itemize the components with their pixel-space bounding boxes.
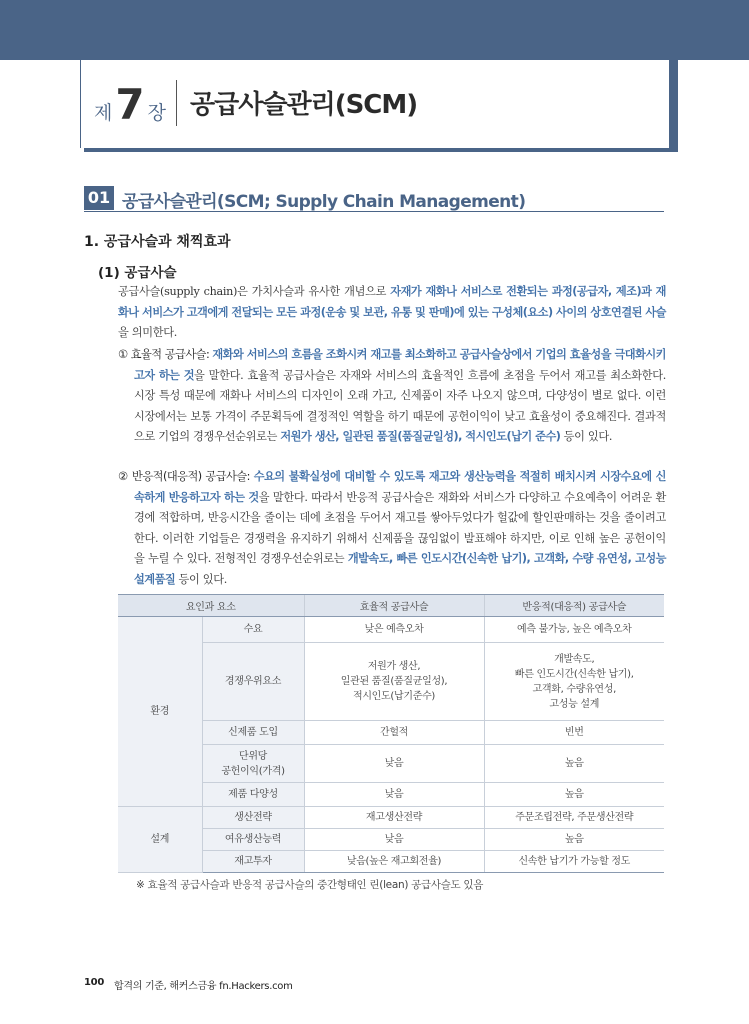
item1-text-2: 등이 있다. <box>560 430 613 443</box>
table-factor: 단위당 공헌이익(가격) <box>202 745 304 783</box>
table-factor: 재고투자 <box>202 851 304 873</box>
section-heading <box>84 186 664 212</box>
heading-1: 1. 공급사슬과 채찍효과 <box>84 234 231 250</box>
table-header-row <box>118 595 664 617</box>
table-cell: 높음 <box>484 829 664 851</box>
item1-head: ① 효율적 공급사슬: <box>118 348 213 361</box>
chapter-title: 공급사슬관리(SCM) <box>190 90 418 120</box>
table-cell: 낮은 예측오차 <box>304 617 484 643</box>
table-factor: 신제품 도입 <box>202 721 304 745</box>
header-band <box>0 0 749 60</box>
section-number: 01 <box>84 186 114 210</box>
group-environment: 환경 <box>118 617 202 807</box>
table-cell: 낮음 <box>304 783 484 807</box>
table-row <box>118 807 664 829</box>
section-title: 공급사슬관리(SCM; Supply Chain Management) <box>122 192 526 212</box>
table-cell: 개발속도, 빠른 인도시간(신속한 납기), 고객화, 수량유연성, 고성능 설계 <box>484 643 664 721</box>
item1-highlight-2: 저원가 생산, 일관된 품질(품질균일성), 적시인도(납기 준수) <box>280 430 561 443</box>
intro-text-2: 을 의미한다. <box>118 326 178 339</box>
table-header: 반응적(대응적) 공급사슬 <box>484 595 664 617</box>
chapter-divider <box>176 80 177 126</box>
table-header: 효율적 공급사슬 <box>304 595 484 617</box>
item2-highlight-2: 개발속도, 빠른 인도시간(신속한 납기), 고객화, 수량 유연성, 고성능 설계품질 <box>134 552 666 586</box>
chapter-suffix: 장 <box>147 102 166 124</box>
comparison-table <box>118 594 664 873</box>
table-cell: 신속한 납기가 가능할 정도 <box>484 851 664 873</box>
page-footer <box>84 977 293 992</box>
table-factor: 생산전략 <box>202 807 304 829</box>
table-cell: 예측 불가능, 높은 예측오차 <box>484 617 664 643</box>
item-efficient-supply-chain <box>118 345 666 448</box>
table-cell: 높음 <box>484 783 664 807</box>
intro-highlight: 자재가 재화나 서비스로 전환되는 과정(공급자, 제조)과 재화나 서비스가 고객에게 전달되는 모든 과정(운송 및 보관, 유통 및 판매)에 있는 구성체(요소) 사이의 상호연결된 사슬 <box>118 285 666 319</box>
table-cell: 높음 <box>484 745 664 783</box>
table-factor: 수요 <box>202 617 304 643</box>
item1-text-1: 을 말한다. 효율적 공급사슬은 자재와 서비스의 효율적인 흐름에 초점을 두어서 재고를 최소화한다. 시장 특성 때문에 재화나 서비스의 디자인이 오래 가고, 신제품이 자주 나오지 않으며, 다양성이 별로 없다. 이런 시장에서는 보통 가격이 주문획득에 결정적인 역할을 하기 때문에 공헌이익이 낮고 효율성이 중요해진다. 결과적으로 기업의 경쟁우선순위로는 <box>134 368 666 443</box>
table-factor: 여유생산능력 <box>202 829 304 851</box>
table-cell: 주문조립전략, 주문생산전략 <box>484 807 664 829</box>
table-cell: 재고생산전략 <box>304 807 484 829</box>
item1-highlight-1: 재화와 서비스의 흐름을 조화시켜 재고를 최소화하고 공급사슬상에서 기업의 효율성을 극대화시키고자 하는 것 <box>134 348 666 382</box>
page-number: 100 <box>84 977 104 988</box>
table-factor: 경쟁우위요소 <box>202 643 304 721</box>
intro-text-1: 공급사슬(supply chain)은 가치사슬과 유사한 개념으로 <box>118 285 391 298</box>
chapter-box-shadow <box>670 60 678 152</box>
table-cell: 낮음(높은 재고회전율) <box>304 851 484 873</box>
item2-head: ② 반응적(대응적) 공급사슬: <box>118 470 254 483</box>
chapter-box-bottom <box>84 148 678 152</box>
table-factor: 제품 다양성 <box>202 783 304 807</box>
table-row <box>118 617 664 643</box>
item2-text-1: 을 말한다. 따라서 반응적 공급사슬은 재화와 서비스가 다양하고 수요예측이 어려운 환경에 적합하며, 반응시간을 줄이는 데에 초점을 두어서 재고를 쌓아두었다가 헐값에 할인판매하는 것을 줄이려고 한다. 이러한 기업들은 경쟁력을 유지하기 위해서 신제품을 끊임없이 발표해야 하지만, 이로 인해 높은 공헌이익을 누릴 수 있다. 전형적인 경쟁우선순위로는 <box>134 490 666 565</box>
table-cell: 간헐적 <box>304 721 484 745</box>
group-design: 설계 <box>118 807 202 873</box>
table-cell: 낮음 <box>304 829 484 851</box>
chapter-number: 7 <box>115 80 145 129</box>
item2-text-2: 등이 있다. <box>175 572 228 586</box>
table-header: 요인과 요소 <box>118 595 304 617</box>
heading-2: (1) 공급사슬 <box>98 265 177 281</box>
item-responsive-supply-chain <box>118 467 666 590</box>
item2-highlight-1: 수요의 불확실성에 대비할 수 있도록 재고와 생산능력을 적절히 배치시켜 시장수요에 신속하게 반응하고자 하는 것 <box>134 470 666 504</box>
table-cell: 낮음 <box>304 745 484 783</box>
chapter-prefix: 제 <box>94 102 113 124</box>
footer-text: 합격의 기준, 해커스금융 fn.Hackers.com <box>113 981 293 992</box>
table-note: ※ 효율적 공급사슬과 반응적 공급사슬의 중간형태인 린(lean) 공급사슬도 있음 <box>136 879 484 891</box>
chapter-label <box>94 80 166 130</box>
table-cell: 빈번 <box>484 721 664 745</box>
table-cell: 저원가 생산, 일관된 품질(품질균일성), 적시인도(납기준수) <box>304 643 484 721</box>
intro-paragraph <box>118 282 666 344</box>
